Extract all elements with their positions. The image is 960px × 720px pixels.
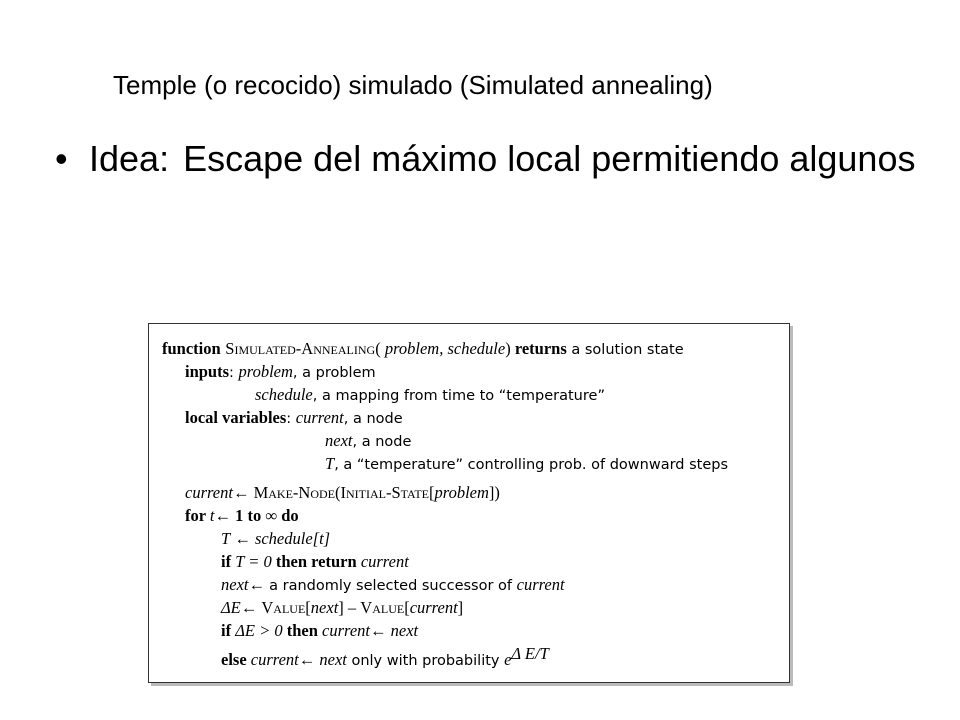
algo-line-successor: next← a randomly selected successor of current — [221, 575, 565, 594]
algo-line-for: for t← 1 to ∞ do — [185, 506, 299, 525]
algo-line-local-vars: local variables: current, a node — [185, 408, 403, 427]
algo-line-if-positive: if ΔE > 0 then current← next — [221, 621, 419, 640]
algo-line-temperature: T, a “temperature” controlling prob. of downward steps — [325, 454, 729, 473]
algo-line-schedule: schedule, a mapping from time to “temperature” — [255, 385, 605, 404]
bullet-marker: • — [55, 138, 68, 179]
algo-line-inputs: inputs: problem, a problem — [185, 362, 376, 381]
algo-line-delta-e: ΔE← Value[next] – Value[current] — [221, 598, 464, 617]
bullet-item — [55, 138, 915, 180]
algo-line-else: else current← next only with probability $e^{\Delta E/T}$ — [221, 644, 549, 669]
bullet-text: Escape del máximo local permitiendo algunos — [183, 138, 916, 179]
bullet-label: Idea: — [89, 138, 170, 179]
slide-title: Temple (o recocido) simulado (Simulated annealing) — [113, 70, 713, 100]
algo-line-next: next, a node — [325, 431, 412, 450]
algo-line-function: function Simulated-Annealing( problem, schedule) returns a solution state — [162, 339, 684, 358]
algo-line-if-zero: if T = 0 then return current — [221, 552, 409, 571]
algorithm-pseudocode-box — [148, 323, 790, 683]
algo-line-schedule-t: T ← schedule[t] — [221, 529, 331, 548]
algo-line-make-node: current← Make-Node(Initial-State[problem]) — [185, 483, 500, 502]
